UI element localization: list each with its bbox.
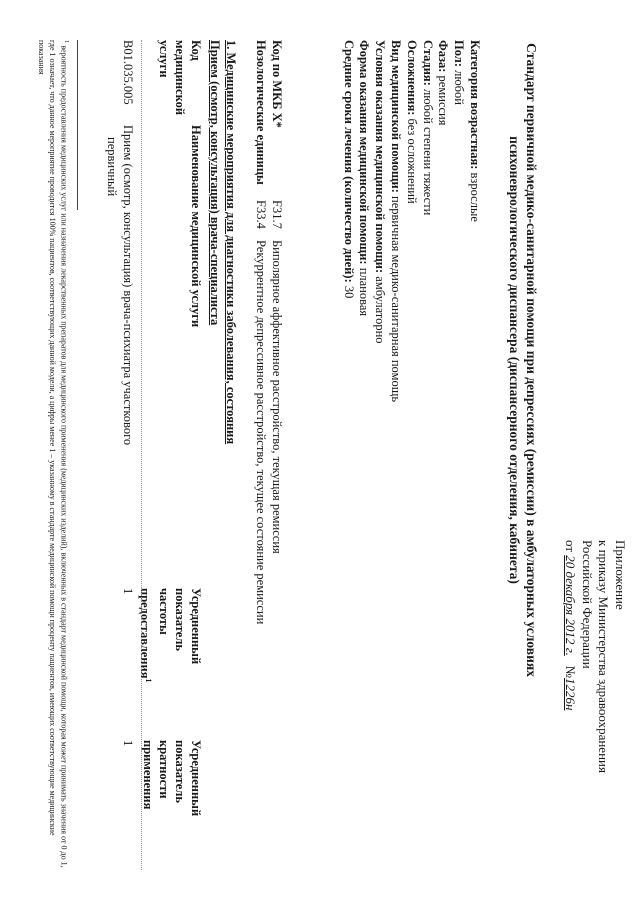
service-code: B01.035.005	[121, 40, 135, 105]
mkb-codes	[253, 40, 285, 624]
col-header-frequency: Усредненный показатель частоты предоставления$^1$	[137, 588, 203, 683]
footnote	[36, 40, 72, 870]
service-frequency: 1	[121, 588, 135, 595]
param-row: Средние сроки лечения (количество дней): 30	[341, 40, 356, 299]
number-prefix: №	[563, 665, 579, 678]
appendix-header	[562, 540, 628, 773]
appendix-line-3: Российской Федерации	[580, 540, 595, 669]
table-divider	[141, 40, 142, 870]
mkb-row	[253, 40, 269, 624]
appendix-line-2: к приказу Министерства здравоохранения	[596, 540, 612, 773]
param-row: Пол: любой	[452, 40, 467, 105]
footnote-mark: 1	[63, 40, 70, 44]
col-header-code: Код медицинской услуги	[157, 40, 203, 116]
param-row: Осложнения: без осложнений	[404, 40, 419, 204]
param-row: Фаза: ремиссия	[436, 40, 451, 126]
col-header-name: Наименование медицинской услуги	[189, 125, 203, 328]
order-date: 20 декабря 2012 г.	[563, 555, 579, 656]
service-name: Прием (осмотр, консультация) врача-психиатра участкового первичный	[105, 125, 135, 446]
mkb-code: F31.7	[270, 200, 284, 229]
mkb-unit-name: Биполярное аффективное расстройство, текущая ремиссия	[270, 240, 284, 554]
document-title	[506, 40, 540, 680]
standard-parameters	[340, 40, 482, 402]
mkb-row	[269, 40, 285, 624]
appendix-line-1: Приложение	[613, 540, 628, 610]
section-heading: 1. Медицинские мероприятия для диагностики заболевания, состояния	[224, 40, 238, 445]
footnote-ref: 1	[144, 678, 153, 683]
order-number: 1226н	[563, 678, 579, 711]
mkb-code: F33.4	[254, 200, 268, 229]
param-row: Стадия: любой степени тяжести	[420, 40, 435, 216]
footnote-text: вероятность предоставления медицинских услуг или назначения лекарственных препаратов для медицинского применения (медицинских изделий), включенных в стандарт медицинской помощи, которая может принимать значения от 0 до 1, где 1 означает, что данное мероприятие проводится 100% пациентов, соответствующих данной модели, а цифры менее 1 – указанному в стандарте медицинской помощи проценту пациентов, имеющих соответствующие медицинские показания	[37, 40, 69, 868]
param-row: Форма оказания медицинской помощи: плановая	[357, 40, 372, 317]
appendix-date-line	[562, 540, 579, 773]
param-row: Вид медицинской помощи: первичная медико-санитарная помощь	[389, 40, 404, 403]
param-row: Категория возрастная: взрослые	[468, 40, 482, 222]
title-line-2: психоневрологического диспансера (диспансерного отделения, кабинета)	[507, 136, 522, 584]
section-subheading: Прием (осмотр, консультация) врача-специалиста	[208, 40, 222, 326]
mkb-code-label: Код по МКБ X*	[270, 40, 284, 128]
footnote-rule	[77, 40, 78, 210]
mkb-units-label: Нозологические единицы	[254, 40, 268, 185]
param-row: Условия оказания медицинской помощи: амбулаторно	[373, 40, 388, 344]
mkb-unit-name: Рекуррентное депрессивное расстройство, текущее состояние ремиссии	[254, 240, 268, 625]
title-line-1: Стандарт первичной медико-санитарной помощи при депрессиях (ремиссии) в амбулаторных условиях	[524, 43, 539, 677]
service-multiplicity: 1	[121, 740, 135, 747]
col-header-multiplicity: Усредненный показатель кратности применения	[141, 740, 203, 817]
date-prefix: от	[563, 540, 579, 553]
